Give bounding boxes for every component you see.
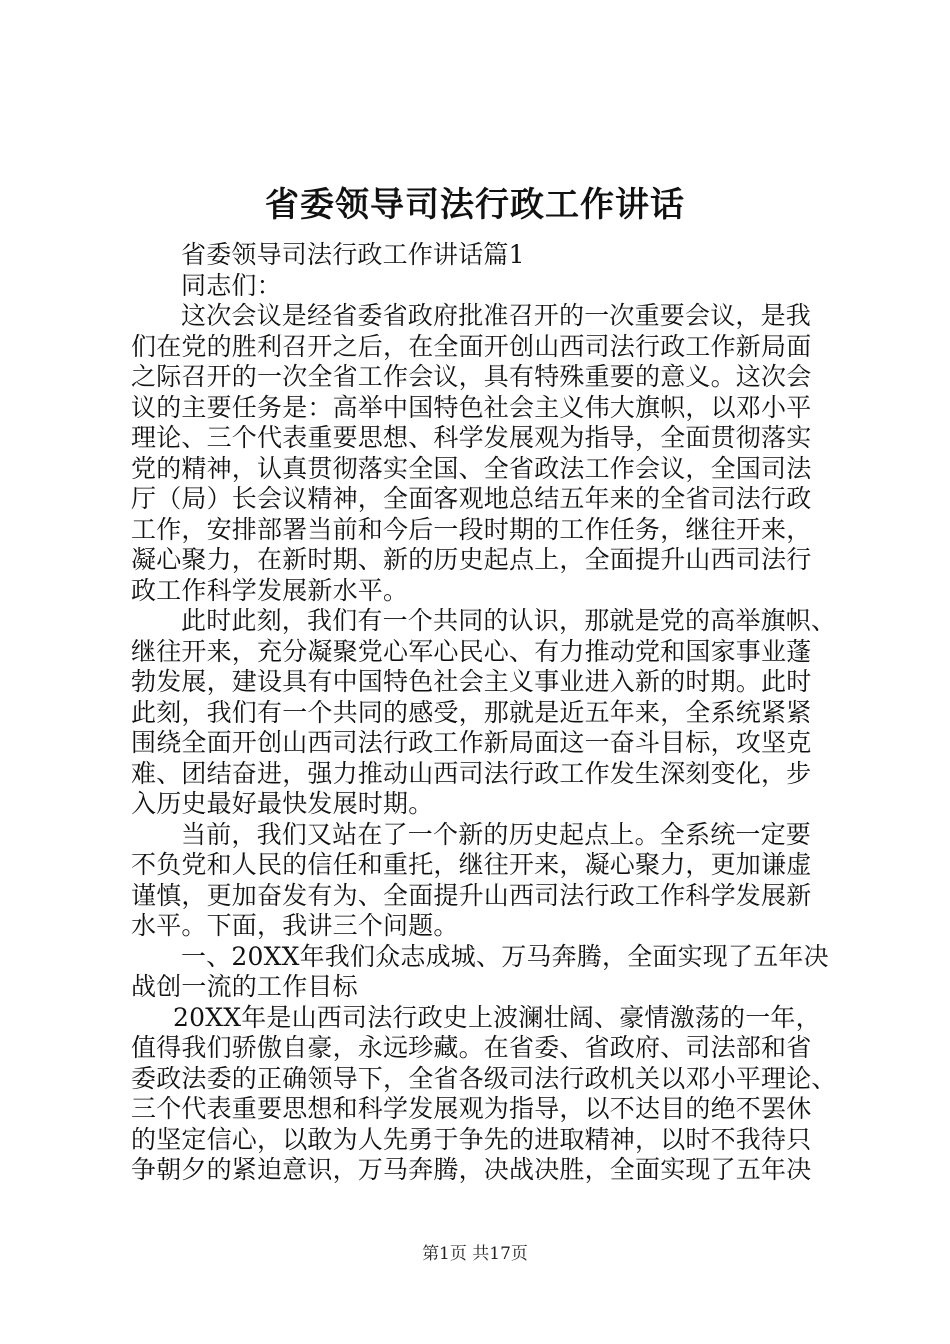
- text-line: 议的主要任务是：高举中国特色社会主义伟大旗帜，以邓小平: [131, 392, 812, 422]
- text-line: 争朝夕的紧迫意识，万马奔腾，决战决胜，全面实现了五年决: [131, 1155, 812, 1184]
- text-line: 工作，安排部署当前和今后一段时期的工作任务，继往开来，: [131, 514, 812, 544]
- salutation: 同志们：: [181, 270, 282, 300]
- text-line: 们在党的胜利召开之后，在全面开创山西司法行政工作新局面: [131, 331, 812, 361]
- document-body: [131, 240, 837, 1186]
- text-line: 谨慎，更加奋发有为、全面提升山西司法行政工作科学发展新: [131, 880, 812, 910]
- document-title: 省委领导司法行政工作讲话: [265, 185, 685, 225]
- text-line: 不负党和人民的信任和重托，继往开来，凝心聚力，更加谦虚: [131, 850, 812, 879]
- page-footer: 第1页 共17页: [422, 1244, 528, 1264]
- text-line: 入历史最好最快发展时期。: [131, 789, 434, 818]
- text-line: 难、团结奋进，强力推动山西司法行政工作发生深刻变化，步: [131, 758, 812, 788]
- text-line: 这次会议是经省委省政府批准召开的一次重要会议，是我: [181, 301, 812, 330]
- text-line: 政工作科学发展新水平。: [131, 575, 409, 605]
- text-line: 之际召开的一次全省工作会议，具有特殊重要的意义。这次会: [131, 362, 812, 391]
- text-line: 继往开来，充分凝聚党心军心民心、有力推动党和国家事业蓬: [131, 636, 812, 666]
- section-heading: 战创一流的工作目标: [131, 972, 358, 1001]
- text-line: 勃发展，建设具有中国特色社会主义事业进入新的时期。此时: [131, 667, 812, 696]
- text-line: 党的精神，认真贯彻落实全国、全省政法工作会议，全国司法: [131, 453, 812, 483]
- text-line: 委政法委的正确领导下，全省各级司法行政机关以邓小平理论、: [131, 1063, 837, 1093]
- text-line: 此时此刻，我们有一个共同的认识，那就是党的高举旗帜、: [181, 606, 837, 635]
- text-line: 20XX年是山西司法行政史上波澜壮阔、豪情激荡的一年，: [173, 1002, 821, 1032]
- text-line: 水平。下面，我讲三个问题。: [131, 911, 459, 940]
- text-line: 理论、三个代表重要思想、科学发展观为指导，全面贯彻落实: [131, 423, 812, 452]
- text-line: 厅（局）长会议精神，全面客观地总结五年来的全省司法行政: [131, 484, 812, 513]
- section-heading: 一、20XX年我们众志成城、万马奔腾，全面实现了五年决: [181, 941, 829, 971]
- text-line: 此刻，我们有一个共同的感受，那就是近五年来，全系统紧紧: [131, 697, 812, 727]
- text-line: 三个代表重要思想和科学发展观为指导，以不达目的绝不罢休: [131, 1094, 812, 1123]
- text-line: 当前，我们又站在了一个新的历史起点上。全系统一定要: [181, 819, 812, 849]
- text-line: 凝心聚力，在新时期、新的历史起点上，全面提升山西司法行: [131, 545, 812, 574]
- text-line: 的坚定信心，以敢为人先勇于争先的进取精神，以时不我待只: [131, 1124, 812, 1154]
- section-heading: 省委领导司法行政工作讲话篇1: [181, 240, 525, 269]
- text-line: 值得我们骄傲自豪，永远珍藏。在省委、省政府、司法部和省: [131, 1033, 812, 1062]
- text-line: 围绕全面开创山西司法行政工作新局面这一奋斗目标，攻坚克: [131, 728, 812, 757]
